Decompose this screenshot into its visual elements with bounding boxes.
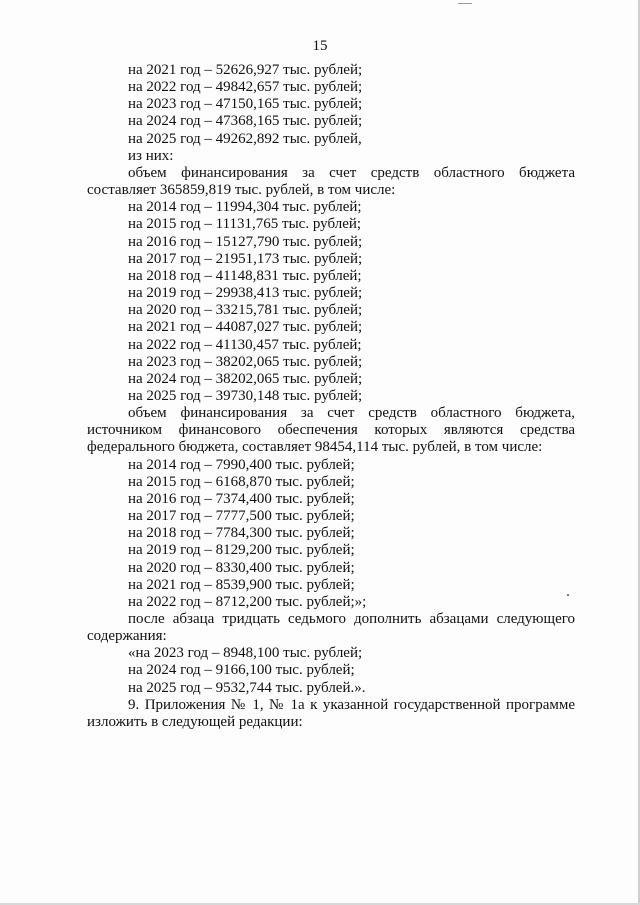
text-line-r2023: на 2023 год – 38202,065 тыс. рублей; <box>128 353 363 370</box>
text-line-r2020: на 2020 год – 33215,781 тыс. рублей; <box>128 302 363 319</box>
page-number: 15 <box>312 38 328 54</box>
text-line-r2024: на 2024 год – 38202,065 тыс. рублей; <box>128 370 363 387</box>
text-line-f2017: на 2017 год – 7777,500 тыс. рублей; <box>128 508 355 525</box>
scan-artifact-dot <box>567 594 569 596</box>
document-body <box>87 62 575 731</box>
text-line-after_2: содержания: <box>87 628 167 645</box>
text-line-after_1: после абзаца тридцать седьмого дополнить абзацами следующего <box>128 611 575 627</box>
text-line-f2018: на 2018 год – 7784,300 тыс. рублей; <box>128 525 355 542</box>
text-line-item9_2: изложить в следующей редакции: <box>87 713 303 730</box>
text-line-regional_1: объем финансирования за счет средств областного бюджета <box>128 164 575 181</box>
text-line-n2023: «на 2023 год – 8948,100 тыс. рублей; <box>128 645 363 662</box>
text-line-n2025: на 2025 год – 9532,744 тыс. рублей.». <box>128 679 366 696</box>
text-line-r2015: на 2015 год – 11131,765 тыс. рублей; <box>128 216 362 233</box>
text-line-r2019: на 2019 год – 29938,413 тыс. рублей; <box>128 285 363 302</box>
text-line-r2018: на 2018 год – 41148,831 тыс. рублей; <box>128 267 362 284</box>
text-line-item9_1: 9. Приложения № 1, № 1а к указанной государственной программе <box>128 696 575 713</box>
text-line-y2025a: на 2025 год – 49262,892 тыс. рублей, <box>128 130 362 147</box>
text-line-f2020: на 2020 год – 8330,400 тыс. рублей; <box>128 559 355 576</box>
text-line-r2022: на 2022 год – 41130,457 тыс. рублей; <box>128 336 362 353</box>
text-line-y2024a: на 2024 год – 47368,165 тыс. рублей; <box>128 113 363 130</box>
text-line-of_them: из них: <box>128 147 174 164</box>
text-line-f2014: на 2014 год – 7990,400 тыс. рублей; <box>128 456 355 473</box>
text-line-y2021a: на 2021 год – 52626,927 тыс. рублей; <box>128 62 363 78</box>
text-line-f2015: на 2015 год – 6168,870 тыс. рублей; <box>128 473 355 490</box>
text-line-federal_3: федерального бюджета, составляет 98454,114 тыс. рублей, в том числе: <box>87 439 543 456</box>
text-line-y2023a: на 2023 год – 47150,165 тыс. рублей; <box>128 96 363 113</box>
text-line-regional_2: составляет 365859,819 тыс. рублей, в том числе: <box>87 182 396 199</box>
text-line-r2017: на 2017 год – 21951,173 тыс. рублей; <box>128 250 363 267</box>
text-line-y2022a: на 2022 год – 49842,657 тыс. рублей; <box>128 79 363 96</box>
scan-artifact-top <box>458 3 472 4</box>
text-line-r2021: на 2021 год – 44087,027 тыс. рублей; <box>128 319 363 336</box>
text-line-f2022: на 2022 год – 8712,200 тыс. рублей;»; <box>128 593 367 610</box>
text-line-f2021: на 2021 год – 8539,900 тыс. рублей; <box>128 576 355 593</box>
text-line-f2019: на 2019 год – 8129,200 тыс. рублей; <box>128 542 355 559</box>
text-line-n2024: на 2024 год – 9166,100 тыс. рублей; <box>128 662 355 679</box>
text-line-r2025: на 2025 год – 39730,148 тыс. рублей; <box>128 387 363 404</box>
text-line-r2014: на 2014 год – 11994,304 тыс. рублей; <box>128 199 362 216</box>
text-line-federal_2: источником финансового обеспечения которых являются средства <box>87 422 575 439</box>
text-line-federal_1: объем финансирования за счет средств областного бюджета, <box>128 405 575 422</box>
text-line-r2016: на 2016 год – 15127,790 тыс. рублей; <box>128 233 363 250</box>
text-line-f2016: на 2016 год – 7374,400 тыс. рублей; <box>128 490 355 507</box>
